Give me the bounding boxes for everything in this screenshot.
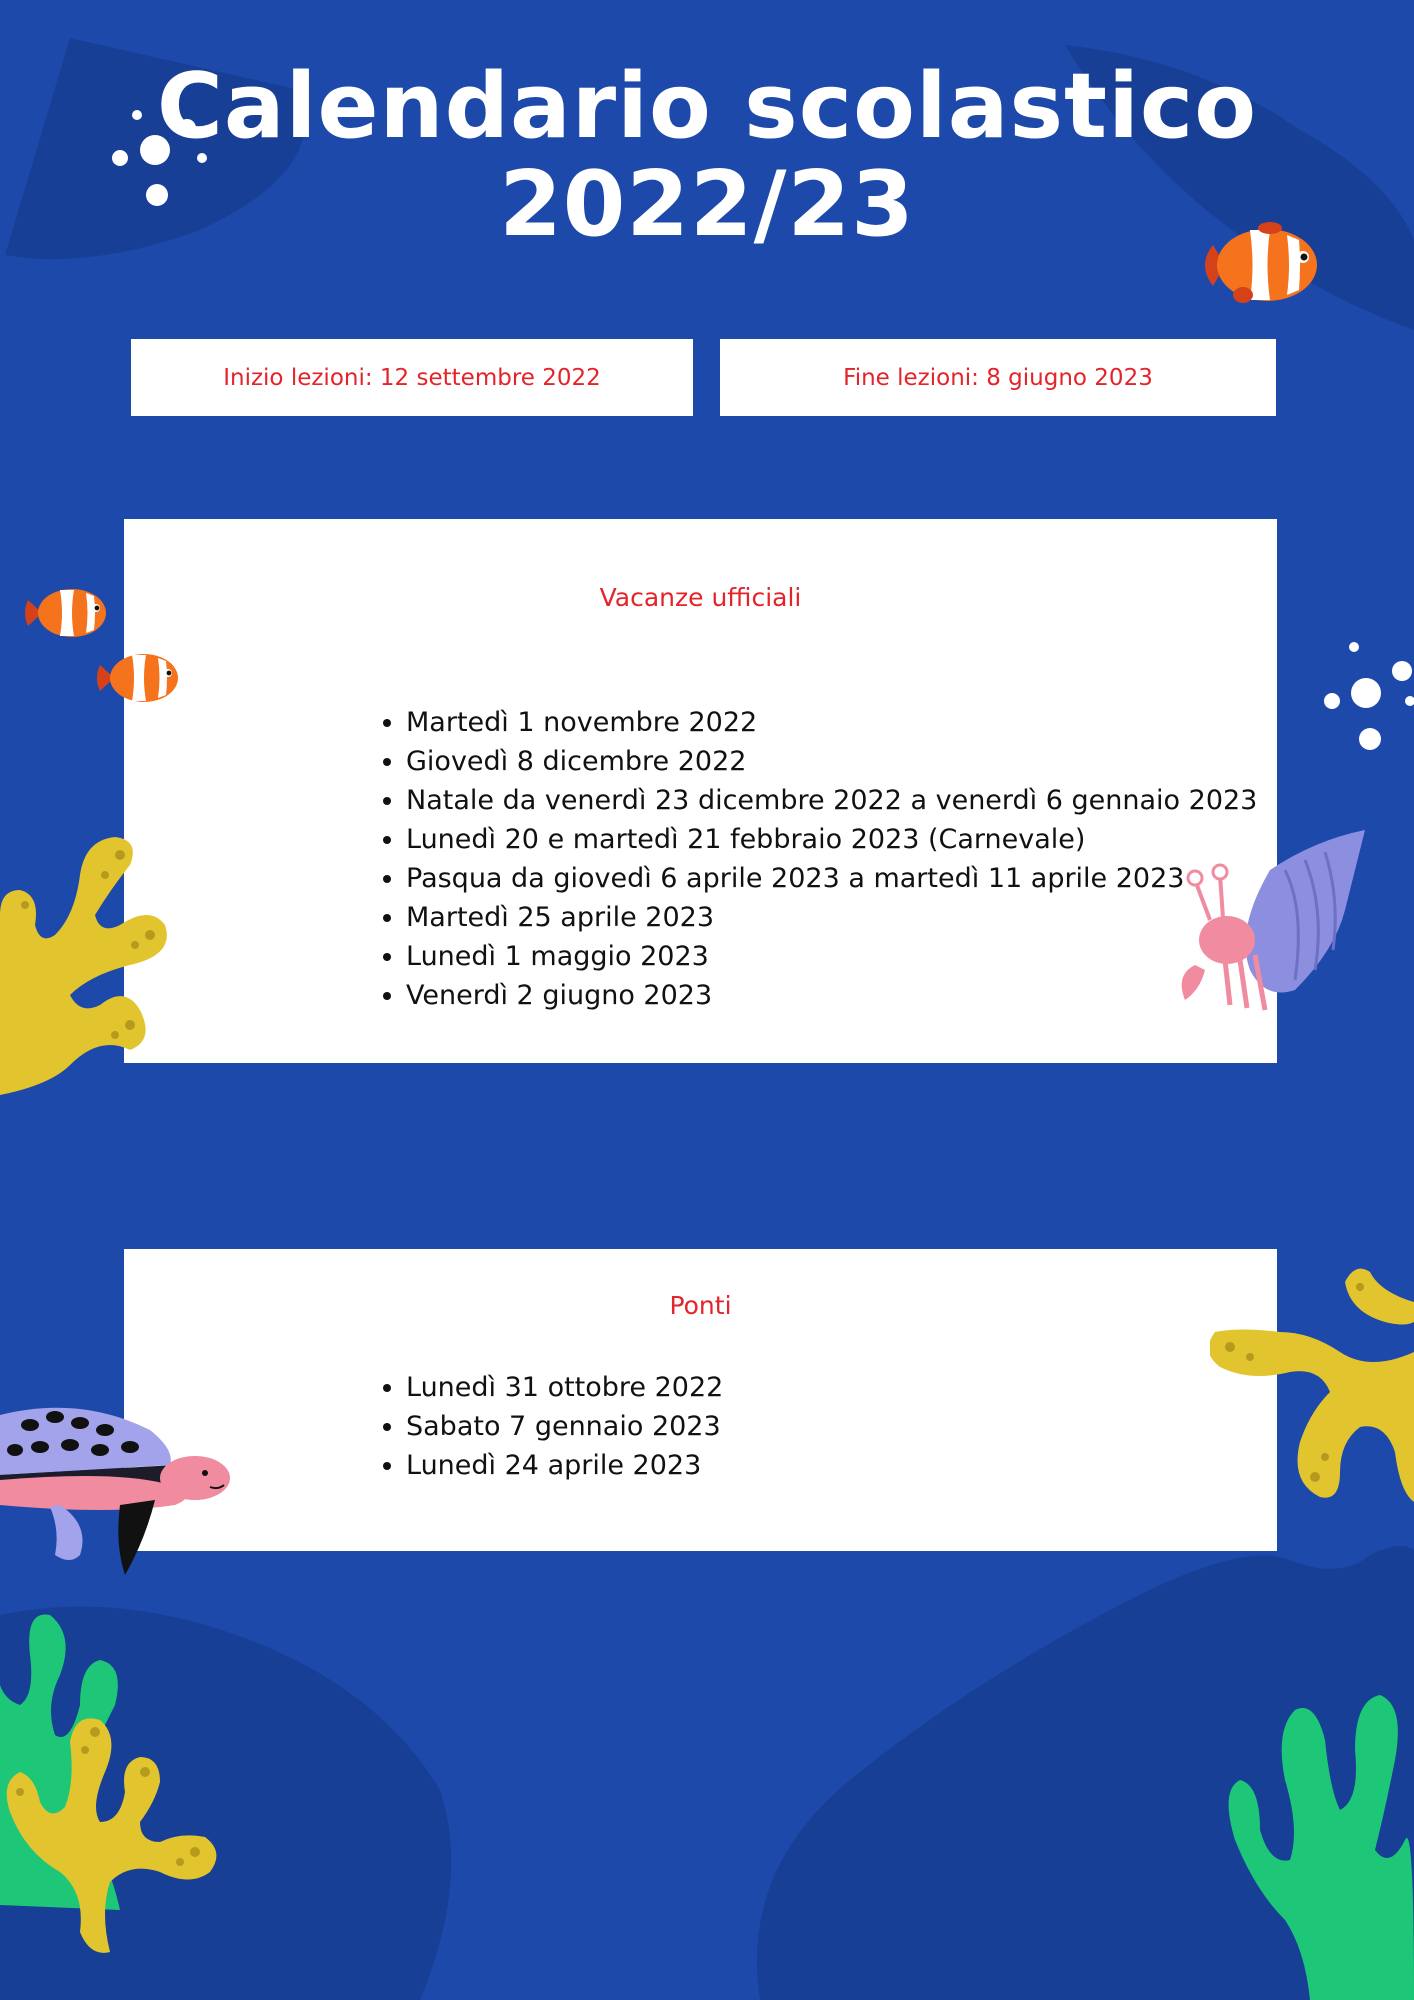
list-item: • Martedì 1 novembre 2022 [406, 703, 1257, 742]
list-item: • Pasqua da giovedì 6 aprile 2023 a martedì 11 aprile 2023 [406, 859, 1257, 898]
list-item: • Sabato 7 gennaio 2023 [406, 1407, 723, 1446]
list-item: • Lunedì 1 maggio 2023 [406, 937, 1257, 976]
list-item: • Venerdì 2 giugno 2023 [406, 976, 1257, 1015]
bridges-heading: Ponti [669, 1291, 732, 1320]
list-item: • Lunedì 31 ottobre 2022 [406, 1368, 723, 1407]
turtle-icon [0, 1395, 235, 1580]
title-line-1: Calendario scolastico [156, 54, 1258, 159]
lessons-start-text: Inizio lezioni: 12 settembre 2022 [223, 364, 601, 391]
hermit-crab-icon [1175, 830, 1370, 1015]
list-item: • Martedì 25 aprile 2023 [406, 898, 1257, 937]
list-item: • Lunedì 20 e martedì 21 febbraio 2023 (Carnevale) [406, 820, 1257, 859]
lessons-end-box [720, 339, 1276, 416]
green-coral-icon [1215, 1680, 1414, 2000]
bridges-panel [124, 1249, 1277, 1551]
title-line-2: 2022/23 [499, 152, 915, 257]
bubbles-right [1318, 635, 1414, 755]
list-item: • Lunedì 24 aprile 2023 [406, 1446, 723, 1485]
clownfish-icon [1195, 220, 1325, 310]
clownfish-small-icon [96, 647, 184, 709]
holidays-heading: Vacanze ufficiali [599, 583, 802, 612]
list-item: • Giovedì 8 dicembre 2022 [406, 742, 1257, 781]
yellow-coral-icon [0, 835, 175, 1125]
holidays-list [382, 703, 1257, 1015]
bridges-list [382, 1368, 723, 1485]
list-item: • Natale da venerdì 23 dicembre 2022 a venerdì 6 gennaio 2023 [406, 781, 1257, 820]
holidays-panel [124, 519, 1277, 1063]
yellow-coral-icon [0, 1712, 225, 1957]
clownfish-small-icon [24, 582, 112, 644]
lessons-end-text: Fine lezioni: 8 giugno 2023 [843, 364, 1153, 391]
lessons-start-box [131, 339, 693, 416]
yellow-coral-icon [1210, 1262, 1414, 1512]
